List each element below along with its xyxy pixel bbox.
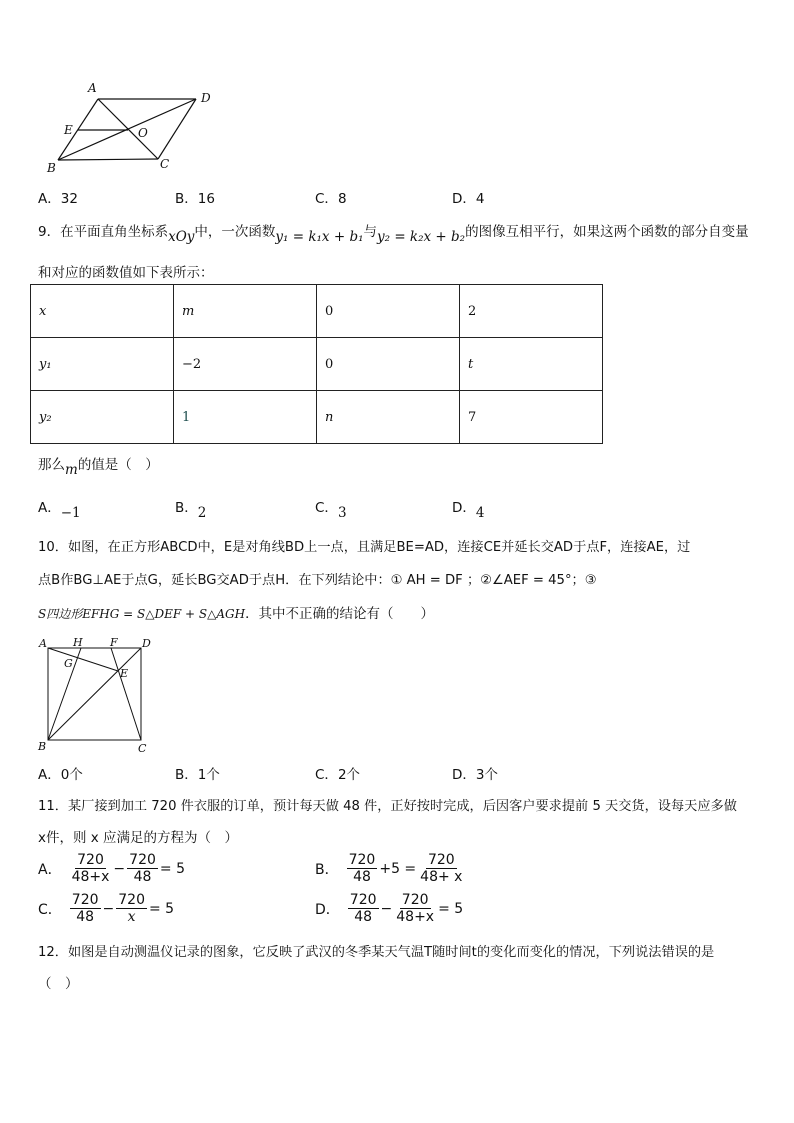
label-h: H (73, 636, 83, 649)
fraction (70, 892, 101, 925)
rhs: = 5 (159, 860, 185, 877)
option-value: 4 (475, 191, 485, 207)
table-cell: m (174, 285, 317, 338)
fraction (347, 852, 378, 885)
numerator: 720 (348, 852, 376, 868)
label-g: G (64, 657, 73, 670)
denominator: 48 (76, 909, 95, 925)
q10-stem-line1: 10．如图，在正方形ABCD中，E是对角线BD上一点，且满足BE=AD，连接CE并延长交AD于点F，连接AE，过 (38, 540, 691, 555)
operator: +5 = (379, 860, 417, 877)
option-letter: D． (315, 901, 340, 918)
option-letter: C． (315, 500, 338, 516)
question-number: 9． (38, 224, 61, 240)
text: 与 (363, 224, 377, 240)
q8-option-d[interactable] (452, 187, 485, 207)
math-coord-system: xOy (168, 229, 195, 245)
option-letter: C． (315, 191, 338, 207)
denominator: 48+x (396, 909, 435, 925)
text: 的图像互相平行，如果这两个函数的部分自变量 (465, 224, 749, 240)
option-letter: B． (175, 767, 198, 783)
q12-stem-line1: 12．如图是自动测温仪记录的图象，它反映了武汉的冬季某天气温T随时间t的变化而变化的情况，下列说法错误的是 (38, 945, 715, 960)
table-cell: −2 (174, 338, 317, 391)
table-cell: t (460, 338, 603, 391)
fraction (70, 852, 112, 885)
table-row (31, 338, 603, 391)
label-e: E (64, 123, 73, 137)
denominator: 48+ x (420, 869, 463, 885)
numerator: 720 (401, 892, 429, 908)
option-letter: B． (315, 861, 339, 878)
text: 在平面直角坐标系 (60, 224, 169, 240)
numerator: 720 (71, 892, 99, 908)
label-b: B (38, 740, 47, 753)
text: 的值是（ ） (77, 457, 159, 473)
q11-option-d[interactable] (315, 892, 463, 925)
option-letter: A． (38, 191, 61, 207)
fraction (394, 892, 436, 925)
q10-option-c[interactable] (315, 763, 360, 783)
q10-option-a[interactable] (38, 763, 83, 783)
operator: − (380, 900, 393, 917)
math-func2: y₂ = k₂x + b₂ (377, 229, 466, 245)
numerator: 720 (349, 892, 377, 908)
q11-stem-line1: 11．某厂接到加工 720 件衣服的订单，预计每天做 48 件，正好按时完成，后因客户要求提前 5 天交货，设每天应多做 (38, 799, 737, 814)
table-cell: 0 (317, 285, 460, 338)
q9-question (38, 453, 159, 478)
option-letter: D． (452, 767, 476, 783)
q9-stem-line1 (38, 220, 749, 245)
label-o: O (138, 126, 148, 140)
option-value: −1 (60, 505, 81, 521)
option-letter: B． (175, 500, 198, 516)
q9-option-b[interactable] (175, 496, 207, 521)
table-cell: y₂ (31, 391, 174, 444)
q8-option-a[interactable] (38, 187, 78, 207)
option-value: 4 (475, 505, 485, 521)
option-letter: A． (38, 500, 61, 516)
label-d: D (142, 637, 151, 650)
label-a: A (88, 81, 97, 95)
label-e: E (120, 667, 129, 680)
denominator: 48 (354, 909, 373, 925)
option-letter: A． (38, 861, 62, 878)
denominator: 48 (133, 869, 152, 885)
denominator: 48+x (71, 869, 110, 885)
table-cell: n (317, 391, 460, 444)
option-value: 0个 (60, 767, 83, 783)
operator: − (113, 860, 126, 877)
q9-option-d[interactable] (452, 496, 485, 521)
rhs: = 5 (148, 900, 175, 917)
fraction (127, 852, 158, 885)
q11-stem-line2: x件，则 x 应满足的方程为（ ） (38, 830, 239, 846)
q9-option-c[interactable] (315, 496, 347, 521)
denominator: 48 (353, 869, 371, 885)
text: ．其中不正确的结论有（ ） (245, 606, 435, 622)
table-row (31, 391, 603, 444)
option-letter: A． (38, 767, 61, 783)
parallelogram-figure (30, 75, 230, 185)
equation (38, 852, 185, 885)
table-cell: 1 (174, 391, 317, 444)
table-cell: 0 (317, 338, 460, 391)
square-figure (30, 630, 160, 755)
table-cell: 2 (460, 285, 603, 338)
q9-value-table (30, 284, 603, 444)
numerator: 720 (118, 892, 145, 908)
q8-option-c[interactable] (315, 187, 347, 207)
fraction (418, 852, 464, 885)
option-value: 3个 (475, 767, 498, 783)
option-value: 2个 (337, 767, 361, 783)
label-d: D (201, 91, 211, 105)
q11-option-b[interactable] (315, 852, 466, 885)
q9-stem-line2: 和对应的函数值如下表所示： (38, 265, 214, 281)
option-letter: C． (315, 767, 338, 783)
label-c: C (160, 157, 170, 171)
operator: − (102, 900, 115, 917)
text: 那么 (38, 457, 65, 473)
table-cell: y₁ (31, 338, 174, 391)
fraction (348, 892, 379, 925)
math-var: m (65, 462, 78, 478)
rhs: = 5 (438, 900, 464, 917)
numerator: 720 (129, 852, 156, 868)
table-cell: 7 (460, 391, 603, 444)
option-letter: B． (175, 191, 198, 207)
q11-option-a[interactable] (38, 852, 185, 885)
equation (315, 892, 463, 925)
label-f: F (110, 636, 118, 649)
option-letter: C． (38, 901, 62, 918)
text: 中，一次函数 (194, 224, 276, 240)
option-value: 2 (197, 505, 207, 521)
equation (315, 852, 466, 885)
q10-option-b[interactable] (175, 763, 220, 783)
math-func1: y₁ = k₁x + b₁ (275, 229, 364, 245)
q10-option-d[interactable] (452, 763, 498, 783)
option-letter: D． (452, 500, 476, 516)
q10-stem-line3 (38, 602, 434, 622)
q9-option-a[interactable] (38, 496, 81, 521)
option-value: 16 (197, 191, 215, 207)
fraction (116, 892, 147, 925)
q12-stem-line2: （ ） (38, 976, 79, 992)
q10-stem-line2: 点B作BG⊥AE于点G，延长BG交AD于点H．在下列结论中：① AH = DF ；②∠AEF = 45°；③ (38, 573, 597, 588)
math-area-formula: S四边形EFHG = S△DEF + S△AGH (38, 607, 246, 621)
label-a: A (39, 637, 47, 650)
q8-option-b[interactable] (175, 187, 215, 207)
equation (38, 892, 174, 925)
option-letter: D． (452, 191, 476, 207)
denominator: x (127, 909, 136, 925)
numerator: 720 (427, 852, 455, 868)
numerator: 720 (77, 852, 104, 868)
option-value: 8 (337, 191, 347, 207)
option-value: 3 (337, 505, 347, 521)
label-b: B (47, 161, 56, 175)
label-c: C (138, 742, 147, 755)
table-cell: x (31, 285, 174, 338)
option-value: 1个 (197, 767, 220, 783)
q11-option-c[interactable] (38, 892, 174, 925)
table-row (31, 285, 603, 338)
option-value: 32 (60, 191, 78, 207)
